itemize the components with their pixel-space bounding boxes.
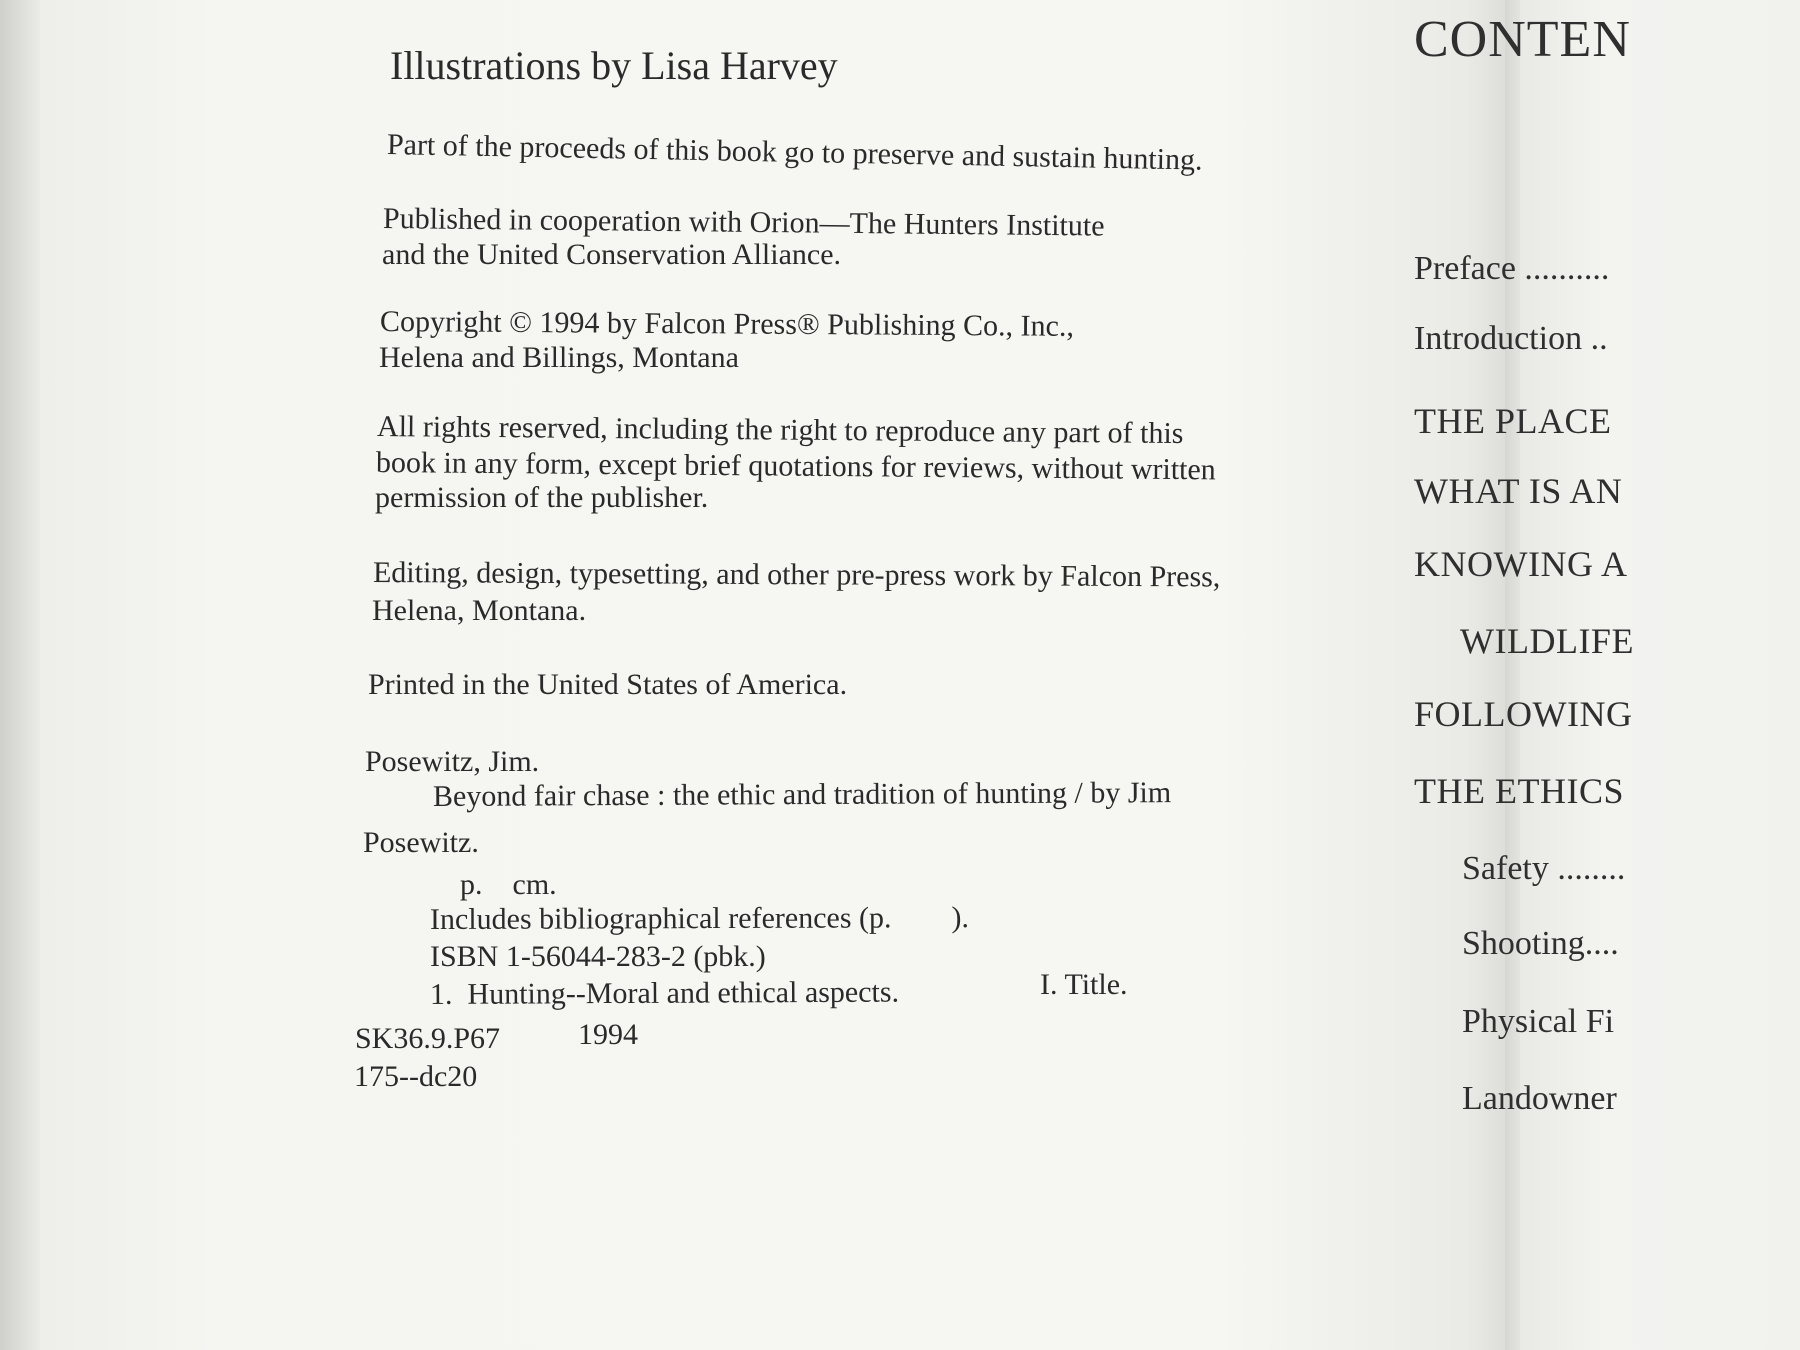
cip-physical: p. cm.: [460, 868, 557, 901]
cip-author: Posewitz, Jim.: [365, 745, 540, 778]
cip-subject-title: I. Title.: [1040, 968, 1128, 1001]
editing-line-1: Editing, design, typesetting, and other pre-press work by Falcon Press,: [372, 556, 1221, 594]
toc-item: Shooting....: [1462, 925, 1619, 962]
rights-line-3: permission of the publisher.: [375, 481, 709, 514]
cip-call-year: 1994: [578, 1018, 638, 1051]
toc-item: THE PLACE: [1414, 401, 1612, 441]
rights-line-2: book in any form, except brief quotations for reviews, without written: [375, 446, 1216, 487]
toc-item: Physical Fi: [1462, 1003, 1615, 1040]
toc-item: THE ETHICS: [1414, 771, 1624, 811]
proceeds-statement: Part of the proceeds of this book go to preserve and sustain hunting.: [386, 128, 1203, 177]
contents-heading: CONTEN: [1414, 11, 1631, 68]
published-line-1: Published in cooperation with Orion—The Hunters Institute: [382, 202, 1105, 243]
toc-item: WHAT IS AN: [1414, 471, 1623, 511]
cip-isbn: ISBN 1-56044-283-2 (pbk.): [430, 940, 766, 973]
illustrations-credit: Illustrations by Lisa Harvey: [390, 43, 838, 88]
toc-item: KNOWING A: [1414, 544, 1628, 584]
copyright-page: [40, 0, 1510, 1350]
cip-call-number: SK36.9.P67: [355, 1022, 501, 1055]
rights-line-1: All rights reserved, including the right to reproduce any part of this: [376, 410, 1184, 451]
cip-dewey: 175--dc20: [354, 1060, 478, 1093]
toc-item: FOLLOWING: [1414, 694, 1633, 734]
toc-item: Safety ........: [1462, 850, 1626, 887]
toc-item: Landowner: [1462, 1080, 1617, 1117]
cip-subject: 1. Hunting--Moral and ethical aspects.: [429, 975, 900, 1011]
toc-item: Introduction ..: [1414, 320, 1608, 357]
toc-item: WILDLIFE: [1460, 621, 1634, 661]
published-line-2: and the United Conservation Alliance.: [382, 238, 842, 271]
toc-item: Preface ..........: [1414, 250, 1610, 287]
contents-page: [1414, 0, 1800, 1350]
printed-in: Printed in the United States of America.: [368, 668, 848, 701]
cip-bibliography: Includes bibliographical references (p. ).: [429, 901, 970, 936]
contents-list: [1414, 0, 1800, 1350]
copyright-line-1: Copyright © 1994 by Falcon Press® Publishing Co., Inc.,: [379, 305, 1075, 343]
cip-title-line-1: Beyond fair chase : the ethic and tradition of hunting / by Jim: [432, 776, 1172, 813]
editing-line-2: Helena, Montana.: [372, 594, 587, 627]
copyright-line-2: Helena and Billings, Montana: [379, 341, 739, 374]
cip-title-line-2: Posewitz.: [363, 826, 479, 859]
copyright-text-block: [40, 0, 1510, 1350]
